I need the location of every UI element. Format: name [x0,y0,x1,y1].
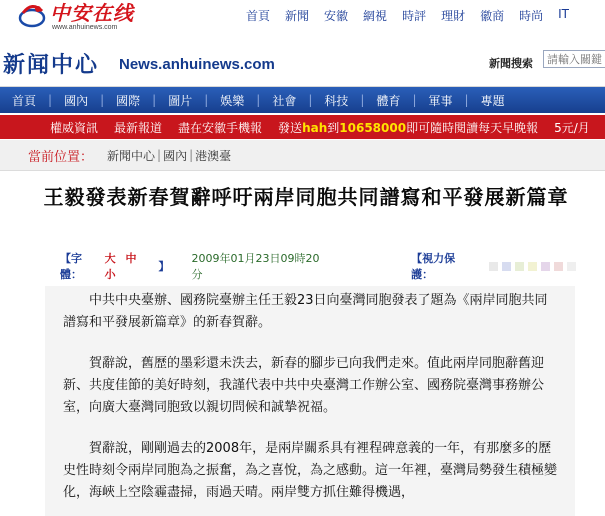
nav-domestic[interactable]: 國內 [64,93,89,108]
top-link-fashion[interactable]: 時尚 [519,9,544,23]
nav-divider: | [360,93,365,107]
promo-read: 即可隨時閱讀每天早晚報 [406,120,539,135]
logo-url: www.anhuinews.com [52,24,118,31]
breadcrumb-label: 當前位置： [28,149,94,165]
promo-authority: 權威資訊 [50,120,99,135]
promo-price: 5元/月 [554,120,590,135]
font-size-close: 】 [158,260,170,273]
nav-divider: | [464,93,469,107]
publish-date: 2009年01月23日09時20分 [191,252,320,281]
bg-swatch[interactable] [528,262,537,271]
nav-divider: | [152,93,157,107]
nav-divider: | [256,93,261,107]
bg-swatch[interactable] [541,262,550,271]
breadcrumb-hk-macau-taiwan[interactable]: 港澳臺 [195,148,232,163]
bg-swatch[interactable] [554,262,563,271]
article-headline: 王毅發表新春賀辭呼吁兩岸同胞共同譜寫和平發展新篇章 [43,185,569,209]
article-body [45,286,575,516]
breadcrumb-news-center[interactable]: 新聞中心 [107,148,156,163]
site-domain[interactable]: News.anhuinews.com [119,56,275,73]
nav-society[interactable]: 社會 [272,93,297,108]
promo-banner[interactable] [0,115,605,139]
site-title[interactable]: 新闻中心 [3,53,100,78]
logo-text: 中安在线 [50,1,134,25]
promo-latest: 最新報道 [114,120,163,135]
nav-divider: | [308,93,313,107]
top-link-home[interactable]: 首頁 [246,9,271,23]
bg-swatch[interactable] [489,262,498,271]
article-meta [60,252,580,281]
promo-mobile-paper: 盡在安徽手機報 [178,120,263,135]
nav-divider: | [100,93,105,107]
nav-divider: | [204,93,209,107]
nav-entertainment[interactable]: 娛樂 [220,93,245,108]
top-link-video[interactable]: 網視 [363,9,388,23]
bg-swatch[interactable] [502,262,511,271]
font-size-options[interactable]: 大 中 小 [104,252,140,281]
main-nav [0,87,605,113]
breadcrumb-domestic[interactable]: 國內 [163,148,188,163]
nav-home[interactable]: 首頁 [12,93,37,108]
article-paragraph: 賀辭說，剛剛過去的2008年，是兩岸關系具有裡程碑意義的一年，有那麼多的歷史性時刻令兩岸同胞為之振奮，為之喜悅，為之感動。這一年裡，臺灣局勢發生積極變化，海峽上空陰霾盡掃，雨過天晴。兩岸雙方抓住難得機遇， [63,441,558,500]
nav-military[interactable]: 軍事 [428,93,453,108]
top-link-it[interactable]: IT [558,7,569,21]
breadcrumb-separator: | [157,148,162,162]
font-size-label: 【字體： [60,252,82,281]
nav-divider: | [412,93,417,107]
promo-number: 10658000 [339,120,407,135]
nav-technology[interactable]: 科技 [324,93,349,108]
top-bar [0,0,605,36]
logo-mark-icon [18,3,46,29]
breadcrumb [0,140,605,171]
top-links [246,7,584,24]
nav-special[interactable]: 專題 [480,93,505,108]
search-label: 新聞搜索 [489,57,533,70]
top-link-finance[interactable]: 理財 [441,9,466,23]
top-link-news[interactable]: 新聞 [285,9,310,23]
top-link-anhui[interactable]: 安徽 [324,9,349,23]
promo-send: 發送 [278,120,303,135]
breadcrumb-separator: | [189,148,194,162]
top-link-commentary[interactable]: 時評 [402,9,427,23]
bg-swatch[interactable] [567,262,576,271]
promo-code: hah [302,120,328,135]
promo-to: 到 [327,120,340,135]
nav-sports[interactable]: 體育 [376,93,401,108]
promo-sms-info [278,119,538,136]
nav-pictures[interactable]: 圖片 [168,93,193,108]
nav-international[interactable]: 國際 [116,93,141,108]
site-header [0,36,605,87]
article-paragraph: 賀辭說，舊歷的墨彩還未泆去，新春的腳步已向我們走來。值此兩岸同胞辭舊迎新、共度佳節的美好時刻，我謹代表中共中央臺灣工作辦公室、國務院臺灣事務辦公室，向廣大臺灣同胞致以親切問候和誠摯祝福。 [63,356,545,415]
bg-swatch[interactable] [515,262,524,271]
eye-protection-label: 【視力保護： [411,252,456,281]
article-paragraph: 中共中央臺辦、國務院臺辦主任王毅23日向臺灣同胞發表了題為《兩岸同胞共同譜寫和平發展新篇章》的新春賀辭。 [63,293,548,330]
site-logo[interactable] [18,2,148,34]
eye-protection-swatches [489,262,580,271]
nav-divider: | [48,93,53,107]
search-input[interactable] [543,50,605,68]
top-link-business[interactable]: 徽商 [480,9,505,23]
